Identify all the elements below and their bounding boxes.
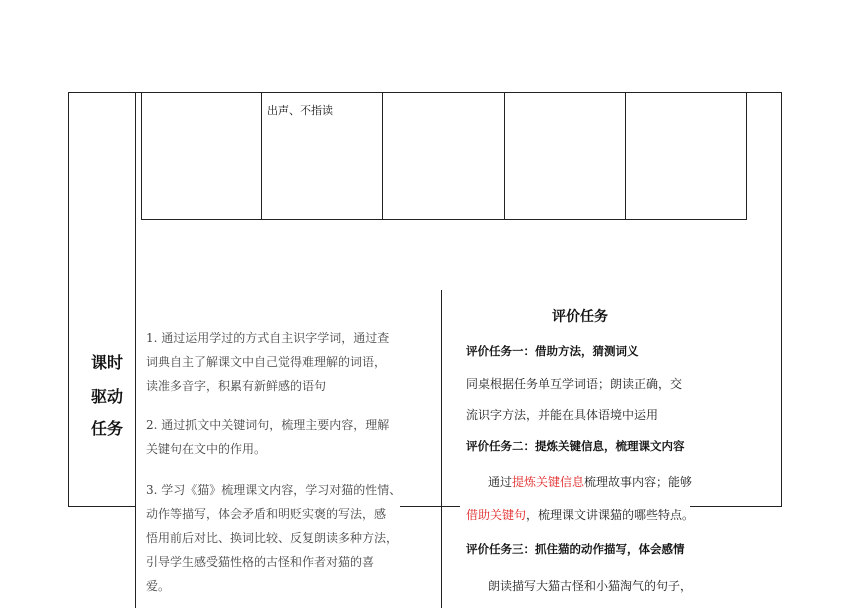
objective-3-line4: 引导学生感受猫性格的古怪和作者对猫的喜 [146, 555, 375, 569]
task2-line1 [488, 473, 692, 490]
task2-line1-highlight: 提炼关键信息 [512, 475, 585, 489]
task2-line1-post: 梳理故事内容；能够 [584, 475, 693, 489]
task2-line2 [466, 506, 694, 523]
inner-table-col4 [504, 92, 505, 220]
row-label-line3: 任务 [90, 419, 123, 438]
inner-table-col3 [382, 92, 383, 220]
objective-1-line2: 词典自主了解课文中自己觉得难理解的词语， [146, 355, 387, 369]
task3-line1: 朗读描写大猫古怪和小猫淘气的句子， [488, 579, 693, 593]
task2-line1-pre: 通过 [488, 475, 513, 489]
outer-right-border [781, 92, 782, 507]
objective-3-line2: 动作等描写，体会矛盾和明贬实褒的写法，感 [146, 507, 387, 521]
task2-line2-post: ，梳理课文讲课猫的哪些特点。 [526, 508, 695, 522]
task3-title: 评价任务三：抓住猫的动作描写，体会感情 [466, 542, 685, 556]
outer-bottom-border-mid [400, 506, 460, 507]
inner-table-right [746, 92, 747, 220]
task2-title: 评价任务二：提炼关键信息，梳理课文内容 [466, 439, 685, 453]
inner-table-col5 [625, 92, 626, 220]
objective-2-line2: 关键句在文中的作用。 [146, 442, 267, 456]
inner-table-bottom [141, 219, 747, 220]
objectives-evaluation-divider [441, 290, 442, 608]
objective-3-line1: 3. 学习《猫》梳理课文内容，学习对猫的性情、 [146, 483, 402, 497]
task1-line2: 流识字方法，并能在具体语境中运用 [466, 408, 659, 422]
objective-2-line1: 2. 通过抓文中关键词句，梳理主要内容，理解 [146, 418, 390, 432]
inner-table-left [141, 92, 142, 220]
task1-title: 评价任务一：借助方法，猜测词义 [466, 344, 639, 358]
task2-line2-highlight: 借助关键句 [466, 508, 527, 522]
objective-3-line3: 悟用前后对比、换词比较、反复朗读多种方法， [146, 531, 399, 545]
task1-line1: 同桌根据任务单互学词语；朗读正确，交 [466, 377, 683, 391]
inner-table-col2 [261, 92, 262, 220]
label-column-divider [135, 92, 136, 608]
objective-1-line3: 读准多音字，积累有新鲜感的语句 [146, 379, 327, 393]
row-label-line2: 驱动 [90, 387, 123, 406]
outer-bottom-border-right [690, 506, 782, 507]
objective-3-line5: 爱。 [146, 579, 171, 593]
inner-cell-text: 出声、不指读 [267, 104, 333, 117]
outer-left-border [68, 92, 69, 507]
objective-1-line1: 1. 通过运用学过的方式自主识字学词，通过查 [146, 331, 390, 345]
evaluation-title: 评价任务 [552, 309, 608, 325]
outer-bottom-border-left [68, 506, 136, 507]
outer-top-border [68, 92, 782, 93]
row-label-line1: 课时 [90, 353, 123, 372]
